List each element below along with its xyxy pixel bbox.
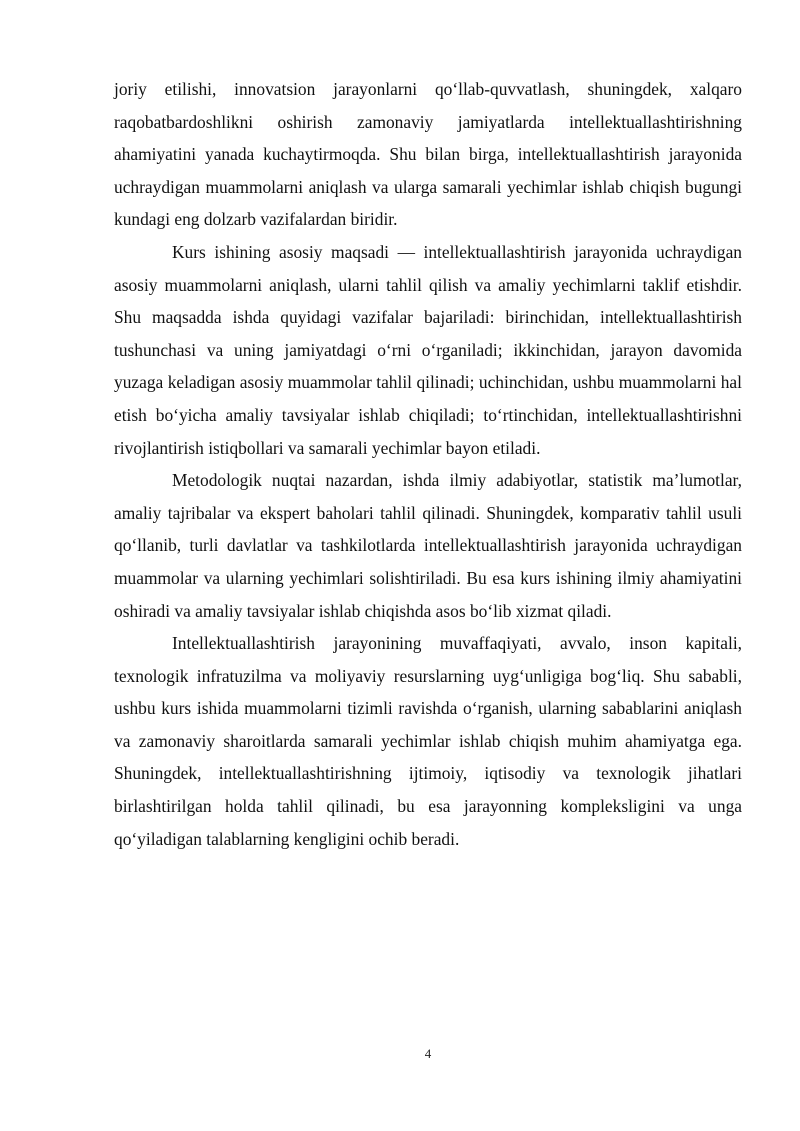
paragraph-course-goal: Kurs ishining asosiy maqsadi — intellektuallashtirish jarayonida uchraydigan asosiy muammolarni aniqlash, ularni tahlil qilish va amaliy yechimlarni taklif etishdir. Shu maqsadda ishda quyidagi vazifalar bajariladi: birinchidan, intellektuallashtirish tushunchasi va uning jamiyatdagi o‘rni o‘rganiladi; ikkinchidan, jarayon davomida yuzaga keladigan asosiy muammolar tahlil qilinadi; uchinchidan, ushbu muammolarni hal etish bo‘yicha amaliy tavsiyalar ishlab chiqiladi; to‘rtinchidan, intellektuallashtirishni rivojlantirish istiqbollari va samarali yechimlar bayon etiladi. (114, 241, 742, 458)
paragraph-methodology: Metodologik nuqtai nazardan, ishda ilmiy adabiyotlar, statistik ma’lumotlar, amaliy tajribalar va ekspert baholari tahlil qilinadi. Shuningdek, komparativ tahlil usuli qo‘llanib, turli davlatlar va tashkilotlarda intellektuallashtirish jarayonida uchraydigan muammolar va ularning yechimlari solishtiriladi. Bu esa kurs ishining ilmiy ahamiyatini oshiradi va amaliy tavsiyalar ishlab chiqishda asos bo‘lib xizmat qiladi. (114, 470, 742, 621)
paragraph-continuation: joriy etilishi, innovatsion jarayonlarni qo‘llab-quvvatlash, shuningdek, xalqaro raqobatbardoshlikni oshirish zamonaviy jamiyatlarda intellektuallashtirishning ahamiyatini yanada kuchaytirmoqda. Shu bilan birga, intellektuallashtirish jarayonida uchraydigan muammolarni aniqlash va ularga samarali yechimlar ishlab chiqish bugungi kundagi eng dolzarb vazifalardan biridir. (114, 79, 742, 230)
body-text (114, 73, 742, 855)
page-number: 4 (424, 1046, 432, 1061)
paragraph-success-factors: Intellektuallashtirish jarayonining muvaffaqiyati, avvalo, inson kapitali, texnologik infratuzilma va moliyaviy resurslarning uyg‘unligiga bog‘liq. Shu sababli, ushbu kurs ishida muammolarni tizimli ravishda o‘rganish, ularning sabablarini aniqlash va zamonaviy sharoitlarda samarali yechimlar ishlab chiqish muhim ahamiyatga ega. Shuningdek, intellektuallashtirishning ijtimoiy, iqtisodiy va texnologik jihatlari birlashtirilgan holda tahlil qilinadi, bu esa jarayonning kompleksligini va unga qo‘yiladigan talablarning kengligini ochib beradi. (114, 633, 742, 849)
